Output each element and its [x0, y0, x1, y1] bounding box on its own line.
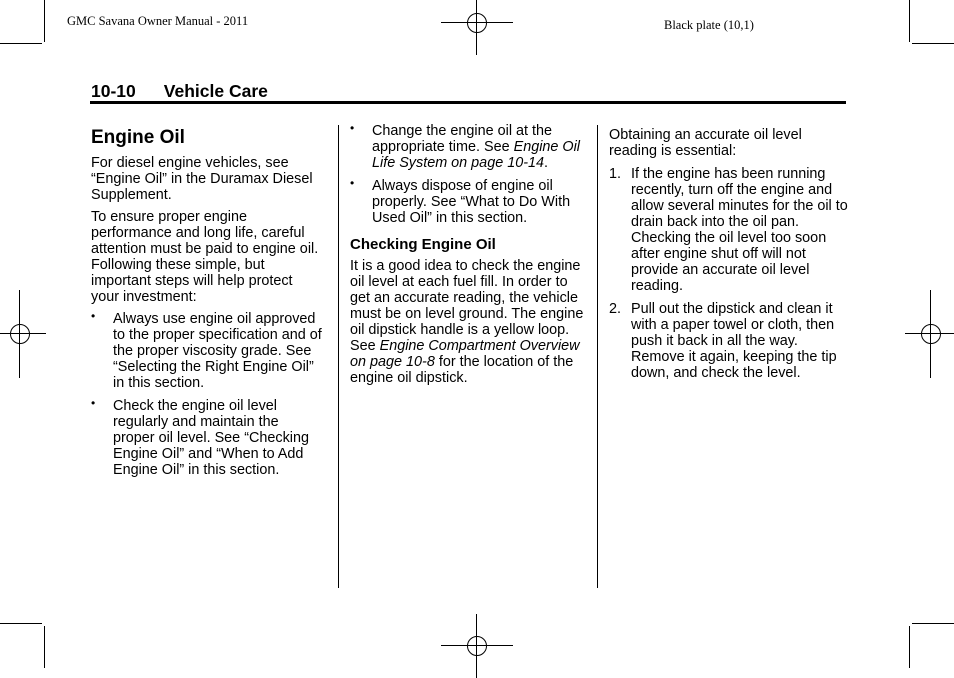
list-item: 1. If the engine has been running recently, turn off the engine and allow several minutes for the oil to drain back into the oil pan. Checking the oil level too soon after engine shut off will not provide an accurate oil level reading.	[609, 166, 848, 294]
registration-mark-icon	[463, 632, 491, 660]
list-item: 2. Pull out the dipstick and clean it with a paper towel or cloth, then push it back in all the way. Remove it again, keeping the tip down, and check the level.	[609, 301, 837, 381]
crop-mark	[912, 623, 954, 624]
registration-mark-icon	[463, 9, 491, 37]
column-1	[91, 127, 323, 485]
list-item: • Always dispose of engine oil properly. See “What to Do With Used Oil” in this section.	[350, 176, 571, 226]
registration-mark-icon	[917, 320, 945, 348]
paragraph: Obtaining an accurate oil level reading is essential:	[609, 127, 802, 159]
crop-mark	[0, 43, 42, 44]
section-title: Vehicle Care	[163, 81, 268, 101]
page-header	[91, 81, 268, 102]
crop-mark	[912, 43, 954, 44]
column-divider	[338, 125, 339, 588]
bullet-icon: •	[350, 121, 355, 135]
crop-mark	[909, 0, 910, 42]
crop-mark	[44, 0, 45, 42]
column-divider	[597, 125, 598, 588]
crop-mark	[44, 626, 45, 668]
bullet-list	[350, 123, 590, 226]
plate-label: Black plate (10,1)	[664, 18, 754, 32]
numbered-list	[609, 166, 849, 381]
page-number: 10-10	[91, 81, 136, 101]
registration-mark-icon	[6, 320, 34, 348]
step-number: 1.	[609, 166, 622, 182]
paragraph: To ensure proper engine performance and long life, careful attention must be paid to engine oil. Following these simple, but important steps will help protect your investment:	[91, 209, 319, 305]
column-2	[350, 123, 590, 392]
column-3	[609, 127, 849, 388]
list-item: • Always use engine oil approved to the proper specification and of the proper viscosity grade. See “Selecting the Right Engine Oil” in this section.	[91, 309, 322, 391]
step-number: 2.	[609, 301, 622, 317]
cross-reference-link[interactable]: Engine Compartment Overview on page 10-8	[350, 338, 580, 370]
bullet-icon: •	[91, 396, 96, 410]
bullet-icon: •	[350, 176, 355, 190]
manual-title: GMC Savana Owner Manual - 2011	[67, 14, 249, 28]
paragraph: It is a good idea to check the engine oil level at each fuel fill. In order to get an accurate reading, the vehicle must be on level ground. The engine oil dipstick handle is a yellow loop. See Engine Compartment Overview on page 10-8 for the location of the engine oil dipstick.	[350, 258, 584, 386]
bullet-list	[91, 311, 323, 478]
subsection-heading: Checking Engine Oil	[350, 236, 496, 253]
section-heading: Engine Oil	[91, 127, 185, 148]
crop-mark	[0, 623, 42, 624]
cross-reference-link[interactable]: Engine Oil Life System on page 10-14	[372, 139, 580, 171]
paragraph: For diesel engine vehicles, see “Engine Oil” in the Duramax Diesel Supplement.	[91, 155, 313, 203]
bullet-icon: •	[91, 309, 96, 323]
list-item: • Check the engine oil level regularly and maintain the proper oil level. See “Checking Engine Oil” and “When to Add Engine Oil” in this section.	[91, 396, 309, 478]
crop-mark	[909, 626, 910, 668]
header-rule	[90, 101, 846, 104]
list-item: • Change the engine oil at the appropriate time. See Engine Oil Life System on page 10-14.	[350, 121, 580, 171]
